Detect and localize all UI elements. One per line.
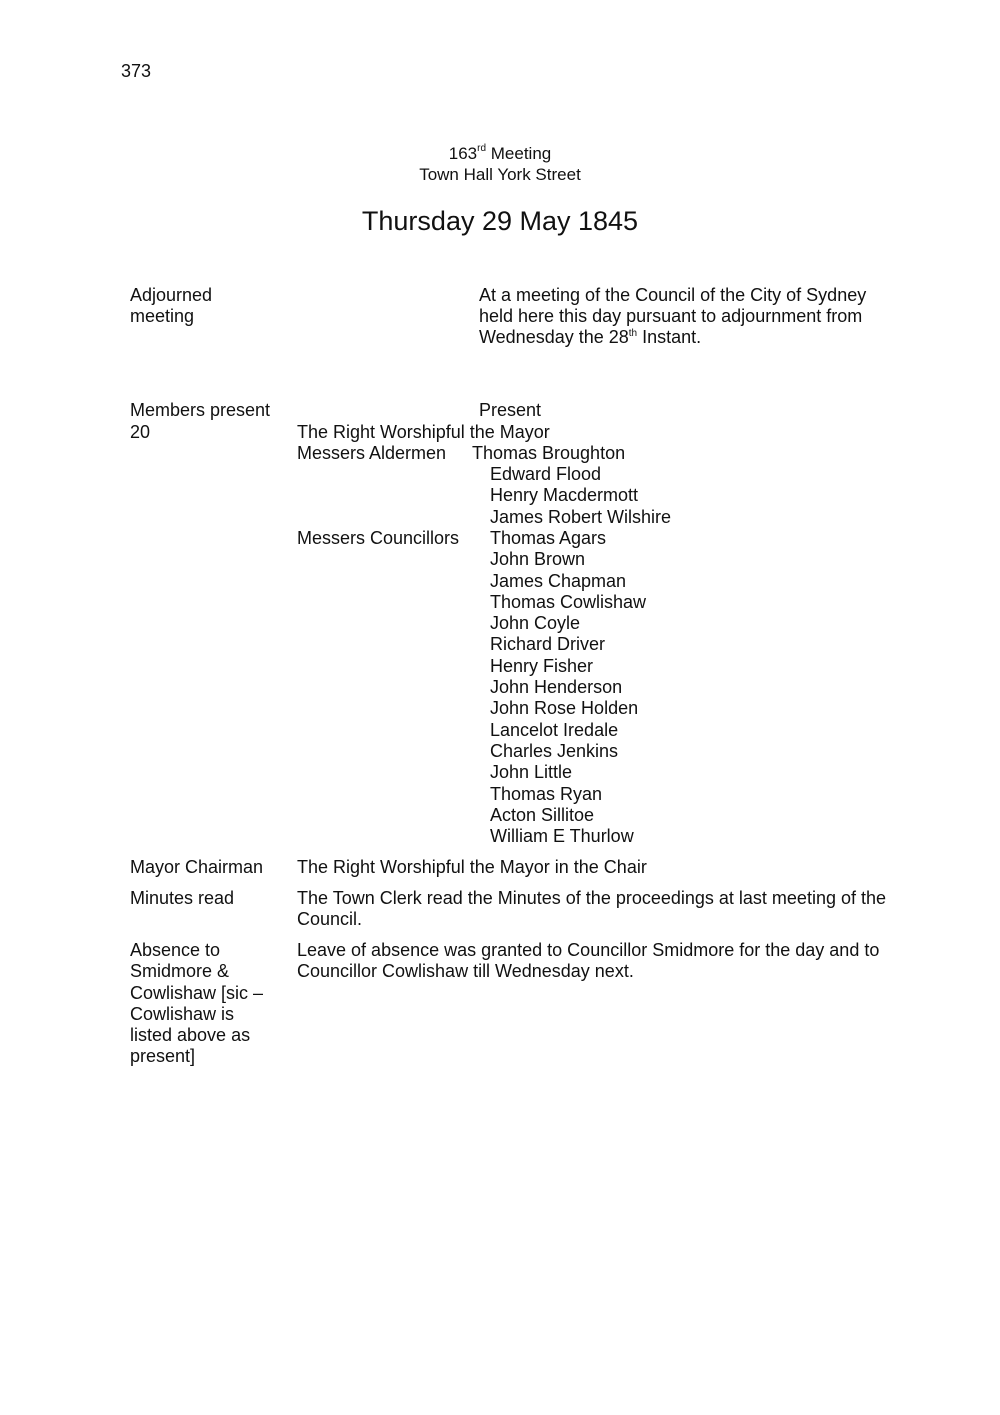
councillor-name: James Chapman [490,570,627,591]
alderman-name-first: Thomas Broughton [472,443,626,463]
absence-text-line1: Leave of absence was granted to Councillor Smidmore for the day and to [297,940,880,960]
councillors-list [490,528,646,847]
adjourned-text-line3-pre: Wednesday the 28 [479,327,629,347]
members-present-count: 20 [130,422,151,442]
margin-note-absence-line: Absence to [130,940,221,960]
adjourned-text-line1: At a meeting of the Council of the City of Sydney [479,285,867,305]
meeting-number: 163 [448,144,478,163]
councillor-name: Henry Fisher [490,655,594,676]
margin-note-absence-line: Cowlishaw [sic – [130,982,264,1003]
councillor-name: William E Thurlow [490,826,634,847]
present-heading: Present [479,400,542,420]
margin-note-adjourned-line2: meeting [130,306,195,326]
alderman-name: Edward Flood [490,464,602,484]
councillor-name: Charles Jenkins [490,740,619,761]
councillors-label: Messers Councillors [297,528,460,548]
margin-note-minutes: Minutes read [130,888,235,908]
alderman-name: James Robert Wilshire [490,506,672,527]
aldermen-label: Messers Aldermen [297,443,447,463]
councillor-name: Thomas Cowlishaw [490,591,647,612]
margin-note-absence-line: Smidmore & [130,961,230,982]
councillor-name: Acton Sillitoe [490,804,595,825]
chair-text: The Right Worshipful the Mayor in the Chair [297,857,647,877]
meeting-location: Town Hall York Street [419,165,581,184]
margin-note-absence-line: Cowlishaw is [130,1003,235,1024]
mayor-line: The Right Worshipful the Mayor [297,422,550,442]
margin-note-absence-line: present] [130,1046,196,1067]
page-number: 373 [121,61,152,81]
absence-text-line2: Councillor Cowlishaw till Wednesday next. [297,961,634,981]
margin-note-absence-line: listed above as [130,1025,251,1046]
minutes-text-line1: The Town Clerk read the Minutes of the proceedings at last meeting of the [297,888,886,908]
councillor-name: John Henderson [490,677,623,698]
minutes-text-line2: Council. [297,909,363,929]
meeting-number-line [0,143,1000,164]
adjourned-text-line3-sup: th [628,328,638,339]
councillor-name: Richard Driver [490,634,606,655]
margin-note-chair: Mayor Chairman [130,857,264,877]
adjourned-text-line3 [479,327,701,348]
councillor-name: John Rose Holden [490,698,639,719]
councillor-name: John Brown [490,549,586,570]
meeting-number-suffix: rd [477,143,487,155]
meeting-word: Meeting [486,144,552,163]
councillor-name: Thomas Ryan [490,783,603,804]
aldermen-list [490,464,671,528]
margin-note-adjourned-line1: Adjourned [130,285,213,305]
councillor-name: Lancelot Iredale [490,719,619,740]
councillor-name: John Coyle [490,613,581,634]
margin-note-absence [130,940,263,1068]
councillor-name: John Little [490,762,573,783]
adjourned-text-line2: held here this day pursuant to adjournment from [479,306,863,326]
councillor-name: Thomas Agars [490,528,607,548]
alderman-name: Henry Macdermott [490,485,639,506]
adjourned-text-line3-post: Instant. [637,327,702,347]
meeting-date-title: Thursday 29 May 1845 [361,206,639,236]
members-present-label: Members present [130,400,271,420]
